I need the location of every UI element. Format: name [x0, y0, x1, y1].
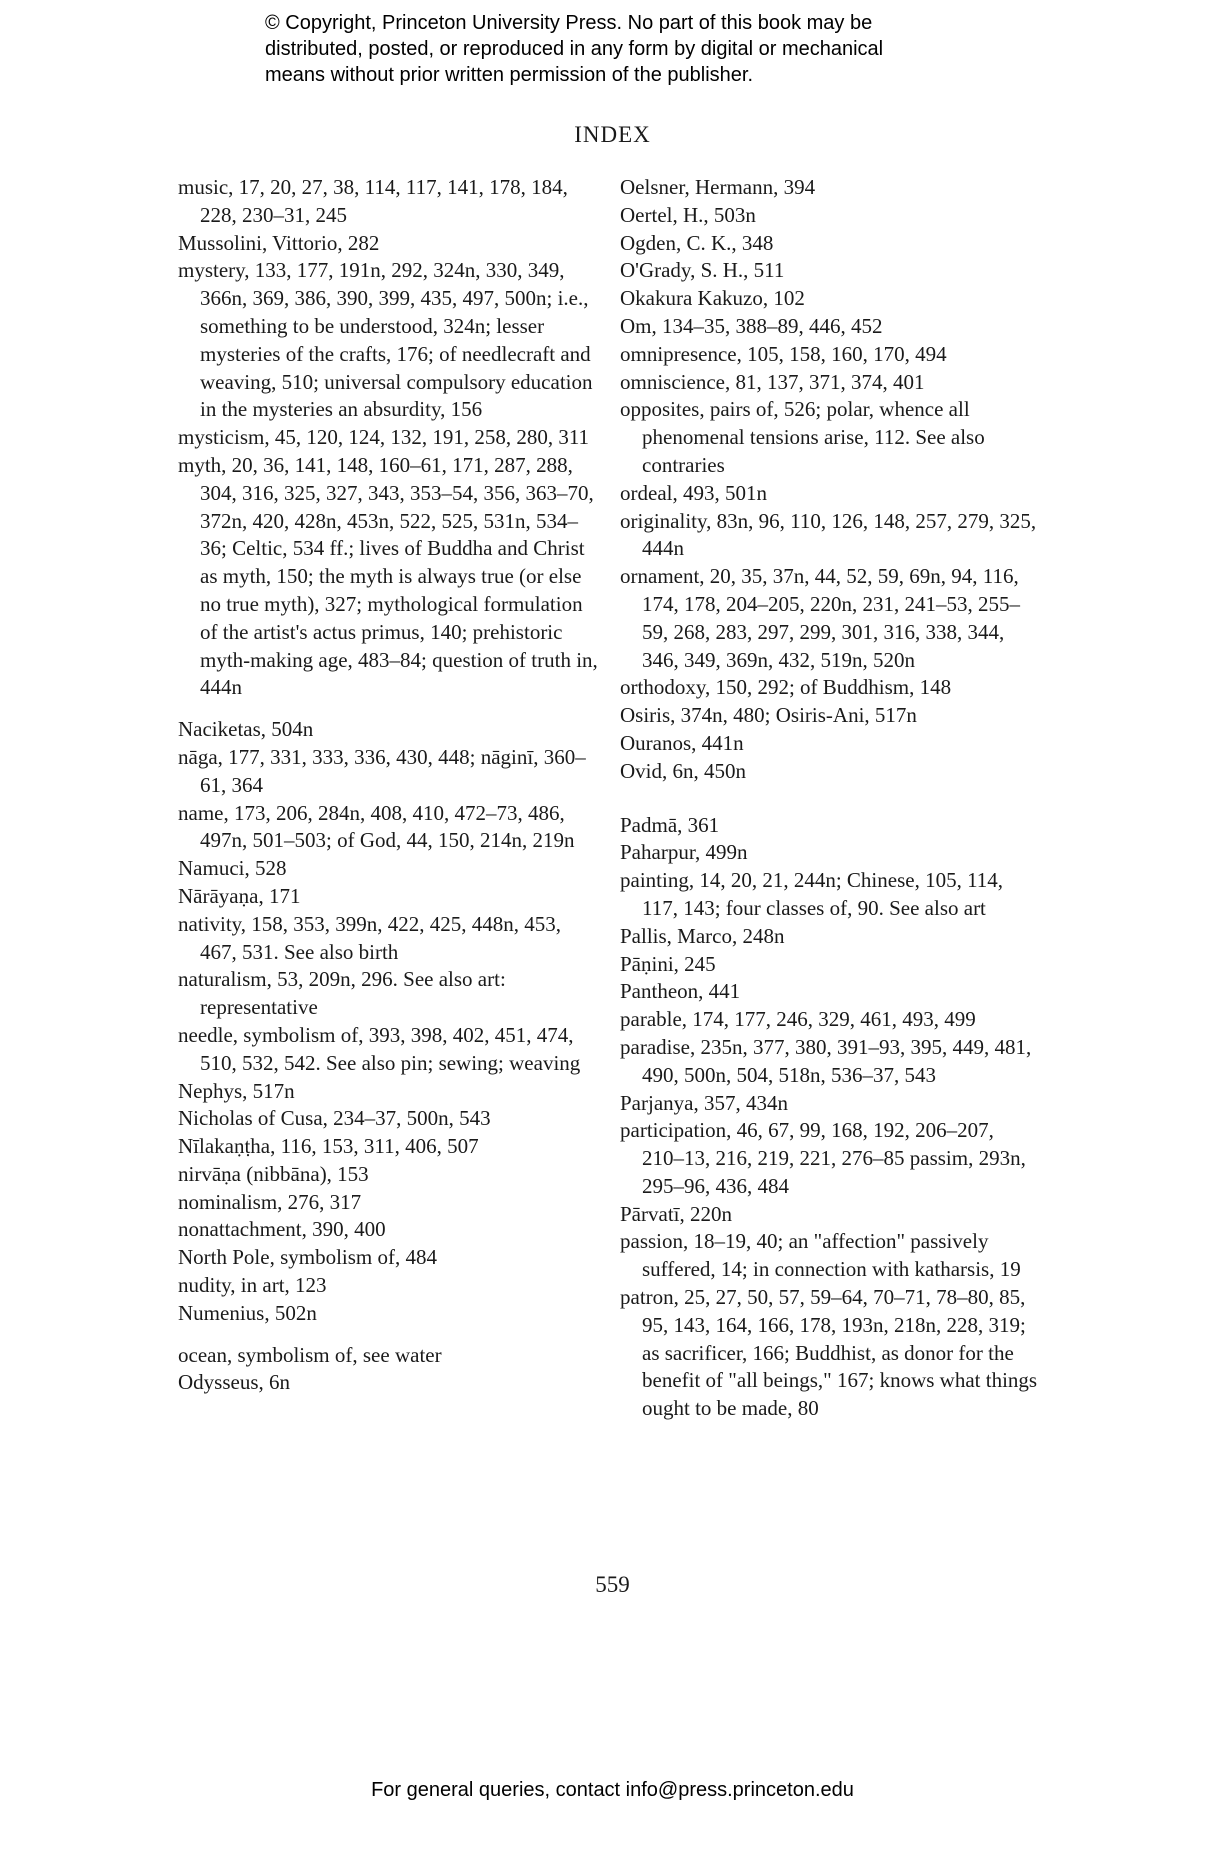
- index-entry: passion, 18–19, 40; an "affection" passively suffered, 14; in connection with katharsis, 19: [620, 1229, 1021, 1282]
- copyright-line: © Copyright, Princeton University Press. No part of this book may be: [265, 12, 873, 34]
- index-entry: Oelsner, Hermann, 394: [620, 175, 816, 199]
- index-entry: Paharpur, 499n: [620, 840, 748, 865]
- index-entry: Namuci, 528: [178, 856, 287, 881]
- index-entry: omniscience, 81, 137, 371, 374, 401: [620, 369, 925, 394]
- index-entry: Okakura Kakuzo, 102: [620, 286, 805, 311]
- index-entry: nāga, 177, 331, 333, 336, 430, 448; nāginī, 360–61, 364: [178, 744, 586, 797]
- index-entry: mystery, 133, 177, 191n, 292, 324n, 330, 349, 366n, 369, 386, 390, 399, 435, 497, 500n; i.e., something to be understood, 324n; lesser mysteries of the crafts, 176; of needlecraft and weaving, 510; universal compulsory education in the mysteries an absurdity, 156: [178, 258, 593, 422]
- index-entry: participation, 46, 67, 99, 168, 192, 206–207, 210–13, 216, 219, 221, 276–85 passim, 293n, 295–96, 436, 484: [620, 1118, 1026, 1198]
- index-entry: Pallis, Marco, 248n: [620, 923, 785, 948]
- page-number: 559: [595, 1572, 630, 1597]
- index-entry: nudity, in art, 123: [178, 1273, 327, 1298]
- copyright-line: distributed, posted, or reproduced in any form by digital or mechanical: [265, 38, 884, 60]
- index-entry: patron, 25, 27, 50, 57, 59–64, 70–71, 78–80, 85, 95, 143, 164, 166, 178, 193n, 218n, 228, 319; as sacrificer, 166; Buddhist, as donor for the benefit of "all beings," 167; knows what things ought to be made, 80: [620, 1285, 1038, 1421]
- index-entry: Nārāyaṇa, 171: [178, 883, 301, 908]
- index-entry: Oertel, H., 503n: [620, 202, 756, 227]
- index-entry: Odysseus, 6n: [178, 1370, 291, 1395]
- index-entry: originality, 83n, 96, 110, 126, 148, 257, 279, 325, 444n: [620, 508, 1037, 561]
- index-entry: Ovid, 6n, 450n: [620, 758, 746, 783]
- index-entry: orthodoxy, 150, 292; of Buddhism, 148: [620, 675, 952, 700]
- index-entry: Nephys, 517n: [178, 1078, 295, 1103]
- index-entry: omnipresence, 105, 158, 160, 170, 494: [620, 341, 947, 366]
- index-entry: nonattachment, 390, 400: [178, 1217, 386, 1242]
- index-entry: needle, symbolism of, 393, 398, 402, 451, 474, 510, 532, 542. See also pin; sewing; weaving: [178, 1022, 581, 1075]
- index-entry: name, 173, 206, 284n, 408, 410, 472–73, 486, 497n, 501–503; of God, 44, 150, 214n, 219n: [178, 800, 575, 853]
- index-entry: Parjanya, 357, 434n: [620, 1090, 788, 1115]
- index-entry: ornament, 20, 35, 37n, 44, 52, 59, 69n, 94, 116, 174, 178, 204–205, 220n, 231, 241–53, 255–59, 268, 283, 297, 299, 301, 316, 338, 344, 346, 349, 369n, 432, 519n, 520n: [620, 564, 1020, 672]
- index-entry: naturalism, 53, 209n, 296. See also art: representative: [178, 967, 506, 1020]
- index-entry: Pārvatī, 220n: [620, 1201, 732, 1226]
- index-entry: ocean, symbolism of, see water: [178, 1342, 442, 1367]
- index-entry: Pantheon, 441: [620, 979, 741, 1004]
- index-entry: opposites, pairs of, 526; polar, whence all phenomenal tensions arise, 112. See also contraries: [620, 397, 985, 477]
- index-entry: music, 17, 20, 27, 38, 114, 117, 141, 178, 184, 228, 230–31, 245: [178, 175, 568, 227]
- index-entry: paradise, 235n, 377, 380, 391–93, 395, 449, 481, 490, 500n, 504, 518n, 536–37, 543: [620, 1034, 1032, 1087]
- index-column-left: [178, 174, 598, 1397]
- index-entry: nirvāṇa (nibbāna), 153: [178, 1161, 369, 1186]
- index-entry: Mussolini, Vittorio, 282: [178, 230, 380, 255]
- index-entry: North Pole, symbolism of, 484: [178, 1245, 438, 1270]
- index-entry: nominalism, 276, 317: [178, 1189, 362, 1214]
- index-entry: Pāṇini, 245: [620, 951, 716, 976]
- index-entry: nativity, 158, 353, 399n, 422, 425, 448n, 453, 467, 531. See also birth: [178, 911, 562, 964]
- copyright-line: means without prior written permission of the publisher.: [265, 64, 754, 86]
- index-entry: O'Grady, S. H., 511: [620, 258, 785, 283]
- index-entry: Numenius, 502n: [178, 1300, 317, 1325]
- index-entry: mysticism, 45, 120, 124, 132, 191, 258, 280, 311: [178, 425, 590, 450]
- index-entry: painting, 14, 20, 21, 244n; Chinese, 105, 114, 117, 143; four classes of, 90. See also art: [620, 868, 1004, 920]
- index-entry: Om, 134–35, 388–89, 446, 452: [620, 313, 883, 338]
- footer-contact: For general queries, contact info@press.princeton.edu: [371, 1779, 854, 1801]
- index-entry: Nicholas of Cusa, 234–37, 500n, 543: [178, 1106, 491, 1131]
- index-entry: ordeal, 493, 501n: [620, 480, 767, 505]
- index-entry: Padmā, 361: [620, 812, 720, 837]
- index-entry: Ouranos, 441n: [620, 730, 744, 755]
- index-column-right: [620, 174, 1040, 1423]
- copyright-notice: [265, 10, 1025, 88]
- index-entry: Naciketas, 504n: [178, 717, 314, 742]
- page-header: INDEX: [574, 122, 651, 147]
- index-entry: myth, 20, 36, 141, 148, 160–61, 171, 287, 288, 304, 316, 325, 327, 343, 353–54, 356, 363–70, 372n, 420, 428n, 453n, 522, 525, 531n, 534–36; Celtic, 534 ff.; lives of Buddha and Christ as myth, 150; the myth is always true (or else no true myth), 327; mythological formulation of the artist's actus primus, 140; prehistoric myth-making age, 483–84; question of truth in, 444n: [178, 452, 598, 700]
- index-entry: Ogden, C. K., 348: [620, 230, 774, 255]
- index-entry: Osiris, 374n, 480; Osiris-Ani, 517n: [620, 703, 917, 728]
- index-entry: parable, 174, 177, 246, 329, 461, 493, 499: [620, 1007, 976, 1032]
- index-entry: Nīlakaṇṭha, 116, 153, 311, 406, 507: [178, 1134, 479, 1159]
